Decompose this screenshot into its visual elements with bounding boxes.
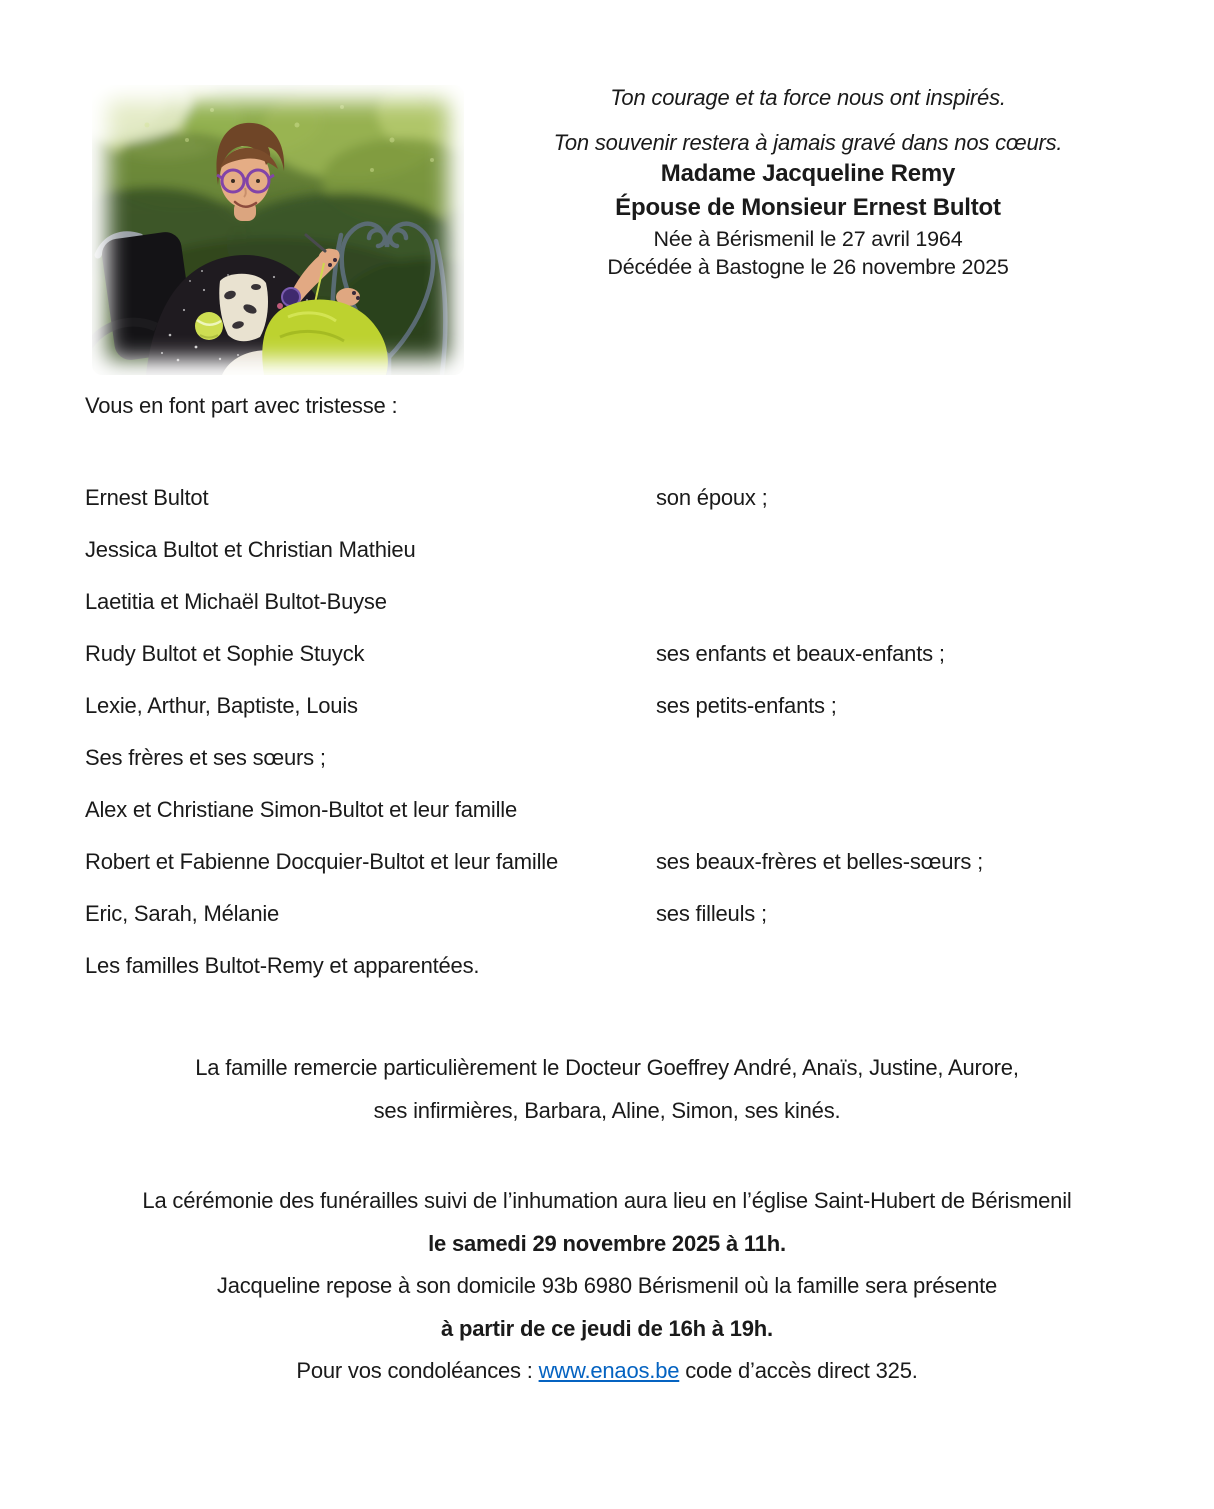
family-names: Ernest Bultot — [85, 485, 209, 510]
announcement-intro: Vous en font part avec tristesse : — [85, 393, 398, 418]
quote-line-1: Ton courage et ta force nous ont inspirés. — [610, 85, 1006, 110]
death-line: Décédée à Bastogne le 26 novembre 2025 — [607, 255, 1009, 279]
family-row — [85, 955, 1154, 977]
ceremony-block — [40, 1180, 1174, 1393]
deceased-photo — [92, 85, 464, 375]
condolences-prefix: Pour vos condoléances : — [296, 1358, 539, 1383]
family-names: Eric, Sarah, Mélanie — [85, 901, 280, 926]
family-names: Alex et Christiane Simon-Bultot et leur famille — [85, 797, 518, 822]
family-relation: son époux ; — [656, 485, 768, 510]
spouse-line: Épouse de Monsieur Ernest Bultot — [615, 194, 1001, 221]
family-row — [85, 591, 1154, 613]
family-relation: ses filleuls ; — [656, 901, 767, 926]
birth-line: Née à Bérismenil le 27 avril 1964 — [653, 227, 963, 251]
deceased-name: Madame Jacqueline Remy — [660, 160, 956, 187]
family-relation: ses enfants et beaux-enfants ; — [656, 641, 945, 666]
family-names: Les familles Bultot-Remy et apparentées. — [85, 953, 480, 978]
family-names: Jessica Bultot et Christian Mathieu — [85, 537, 416, 562]
header-block — [478, 84, 1138, 281]
ceremony-date-line: le samedi 29 novembre 2025 à 11h. — [428, 1230, 786, 1256]
thanks-block — [60, 1046, 1154, 1132]
visit-hours-line: à partir de ce jeudi de 16h à 19h. — [441, 1315, 773, 1341]
family-names: Rudy Bultot et Sophie Stuyck — [85, 641, 365, 666]
family-names: Laetitia et Michaël Bultot-Buyse — [85, 589, 387, 614]
thanks-line-2: ses infirmières, Barbara, Aline, Simon, ses kinés. — [373, 1098, 841, 1123]
family-names: Ses frères et ses sœurs ; — [85, 745, 326, 770]
family-names: Lexie, Arthur, Baptiste, Louis — [85, 693, 358, 718]
family-row — [85, 695, 1154, 717]
family-relation: ses petits-enfants ; — [656, 693, 837, 718]
family-row — [85, 643, 1154, 665]
family-row — [85, 903, 1154, 925]
enaos-link[interactable]: www.enaos.be — [538, 1358, 680, 1383]
photo-illustration — [92, 85, 464, 375]
family-row — [85, 799, 1154, 821]
quote-line-2: Ton souvenir restera à jamais gravé dans nos cœurs. — [553, 130, 1063, 155]
family-row — [85, 747, 1154, 769]
family-names: Robert et Fabienne Docquier-Bultot et leur famille — [85, 849, 559, 874]
condolences-suffix: code d’accès direct 325. — [679, 1358, 918, 1383]
repose-line: Jacqueline repose à son domicile 93b 6980 Bérismenil où la famille sera présente — [216, 1273, 998, 1298]
family-row — [85, 487, 1154, 509]
family-row — [85, 851, 1154, 873]
family-relation: ses beaux-frères et belles-sœurs ; — [656, 849, 983, 874]
family-row — [85, 539, 1154, 561]
thanks-line-1: La famille remercie particulièrement le Docteur Goeffrey André, Anaïs, Justine, Aurore, — [195, 1055, 1019, 1080]
family-list — [85, 487, 1154, 1007]
ceremony-line: La cérémonie des funérailles suivi de l’inhumation aura lieu en l’église Saint-Hubert de Bérismenil — [142, 1188, 1072, 1213]
condolences-line — [40, 1350, 1174, 1393]
